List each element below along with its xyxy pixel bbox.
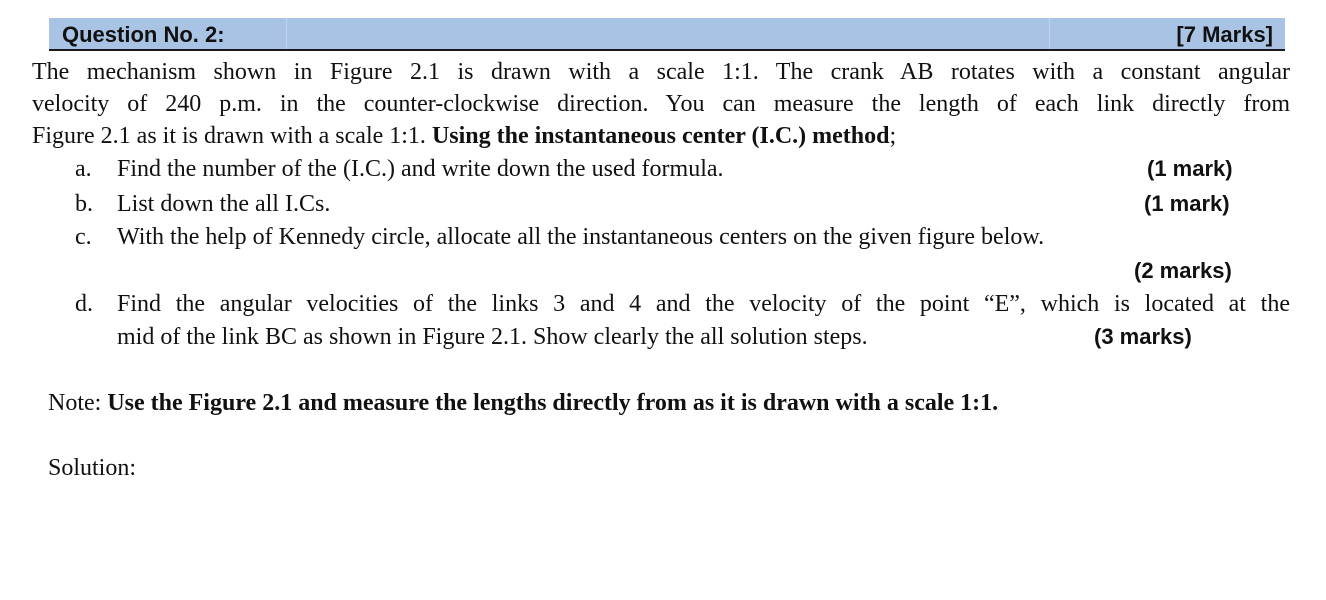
item-letter: b. <box>75 191 93 217</box>
item-marks: (1 mark) <box>1144 191 1230 216</box>
intro-line-3 <box>32 120 896 152</box>
item-marks: (1 mark) <box>1147 156 1233 181</box>
note-line <box>48 387 998 419</box>
solution-label: Solution: <box>48 455 137 481</box>
item-marks: (2 marks) <box>1134 258 1232 283</box>
note-text: Use the Figure 2.1 and measure the lengths directly from as it is drawn with a scale 1:1. <box>107 390 999 416</box>
intro-line-2: velocity of 240 p.m. in the counter-clockwise direction. You can measure the length of each link directly from <box>32 91 1290 117</box>
intro-line-3-text: Figure 2.1 as it is drawn with a scale 1:1. <box>32 123 432 149</box>
item-marks: (3 marks) <box>1094 324 1192 349</box>
item-text: Find the number of the (I.C.) and write down the used formula. <box>117 156 724 182</box>
item-text: List down the all I.Cs. <box>117 191 331 217</box>
header-divider <box>286 18 287 49</box>
item-letter: a. <box>75 156 92 182</box>
note-label: Note: <box>48 390 108 416</box>
question-title: Question No. 2: <box>62 22 225 47</box>
header-divider <box>1049 18 1050 49</box>
intro-line-3-end: ; <box>889 123 897 149</box>
intro-line-1: The mechanism shown in Figure 2.1 is drawn with a scale 1:1. The crank AB rotates with a constant angular <box>32 59 1290 85</box>
item-text-line-1: Find the angular velocities of the links 3 and 4 and the velocity of the point “E”, which is located at the <box>117 291 1290 317</box>
question-marks: [7 Marks] <box>1176 22 1273 47</box>
item-letter: d. <box>75 291 93 317</box>
item-text-line-2: mid of the link BC as shown in Figure 2.1. Show clearly the all solution steps. <box>117 324 868 350</box>
method-emphasis: Using the instantaneous center (I.C.) method <box>431 123 890 149</box>
item-letter: c. <box>75 224 92 250</box>
item-text: With the help of Kennedy circle, allocate all the instantaneous centers on the given figure below. <box>117 224 1045 250</box>
question-header <box>49 18 1285 51</box>
